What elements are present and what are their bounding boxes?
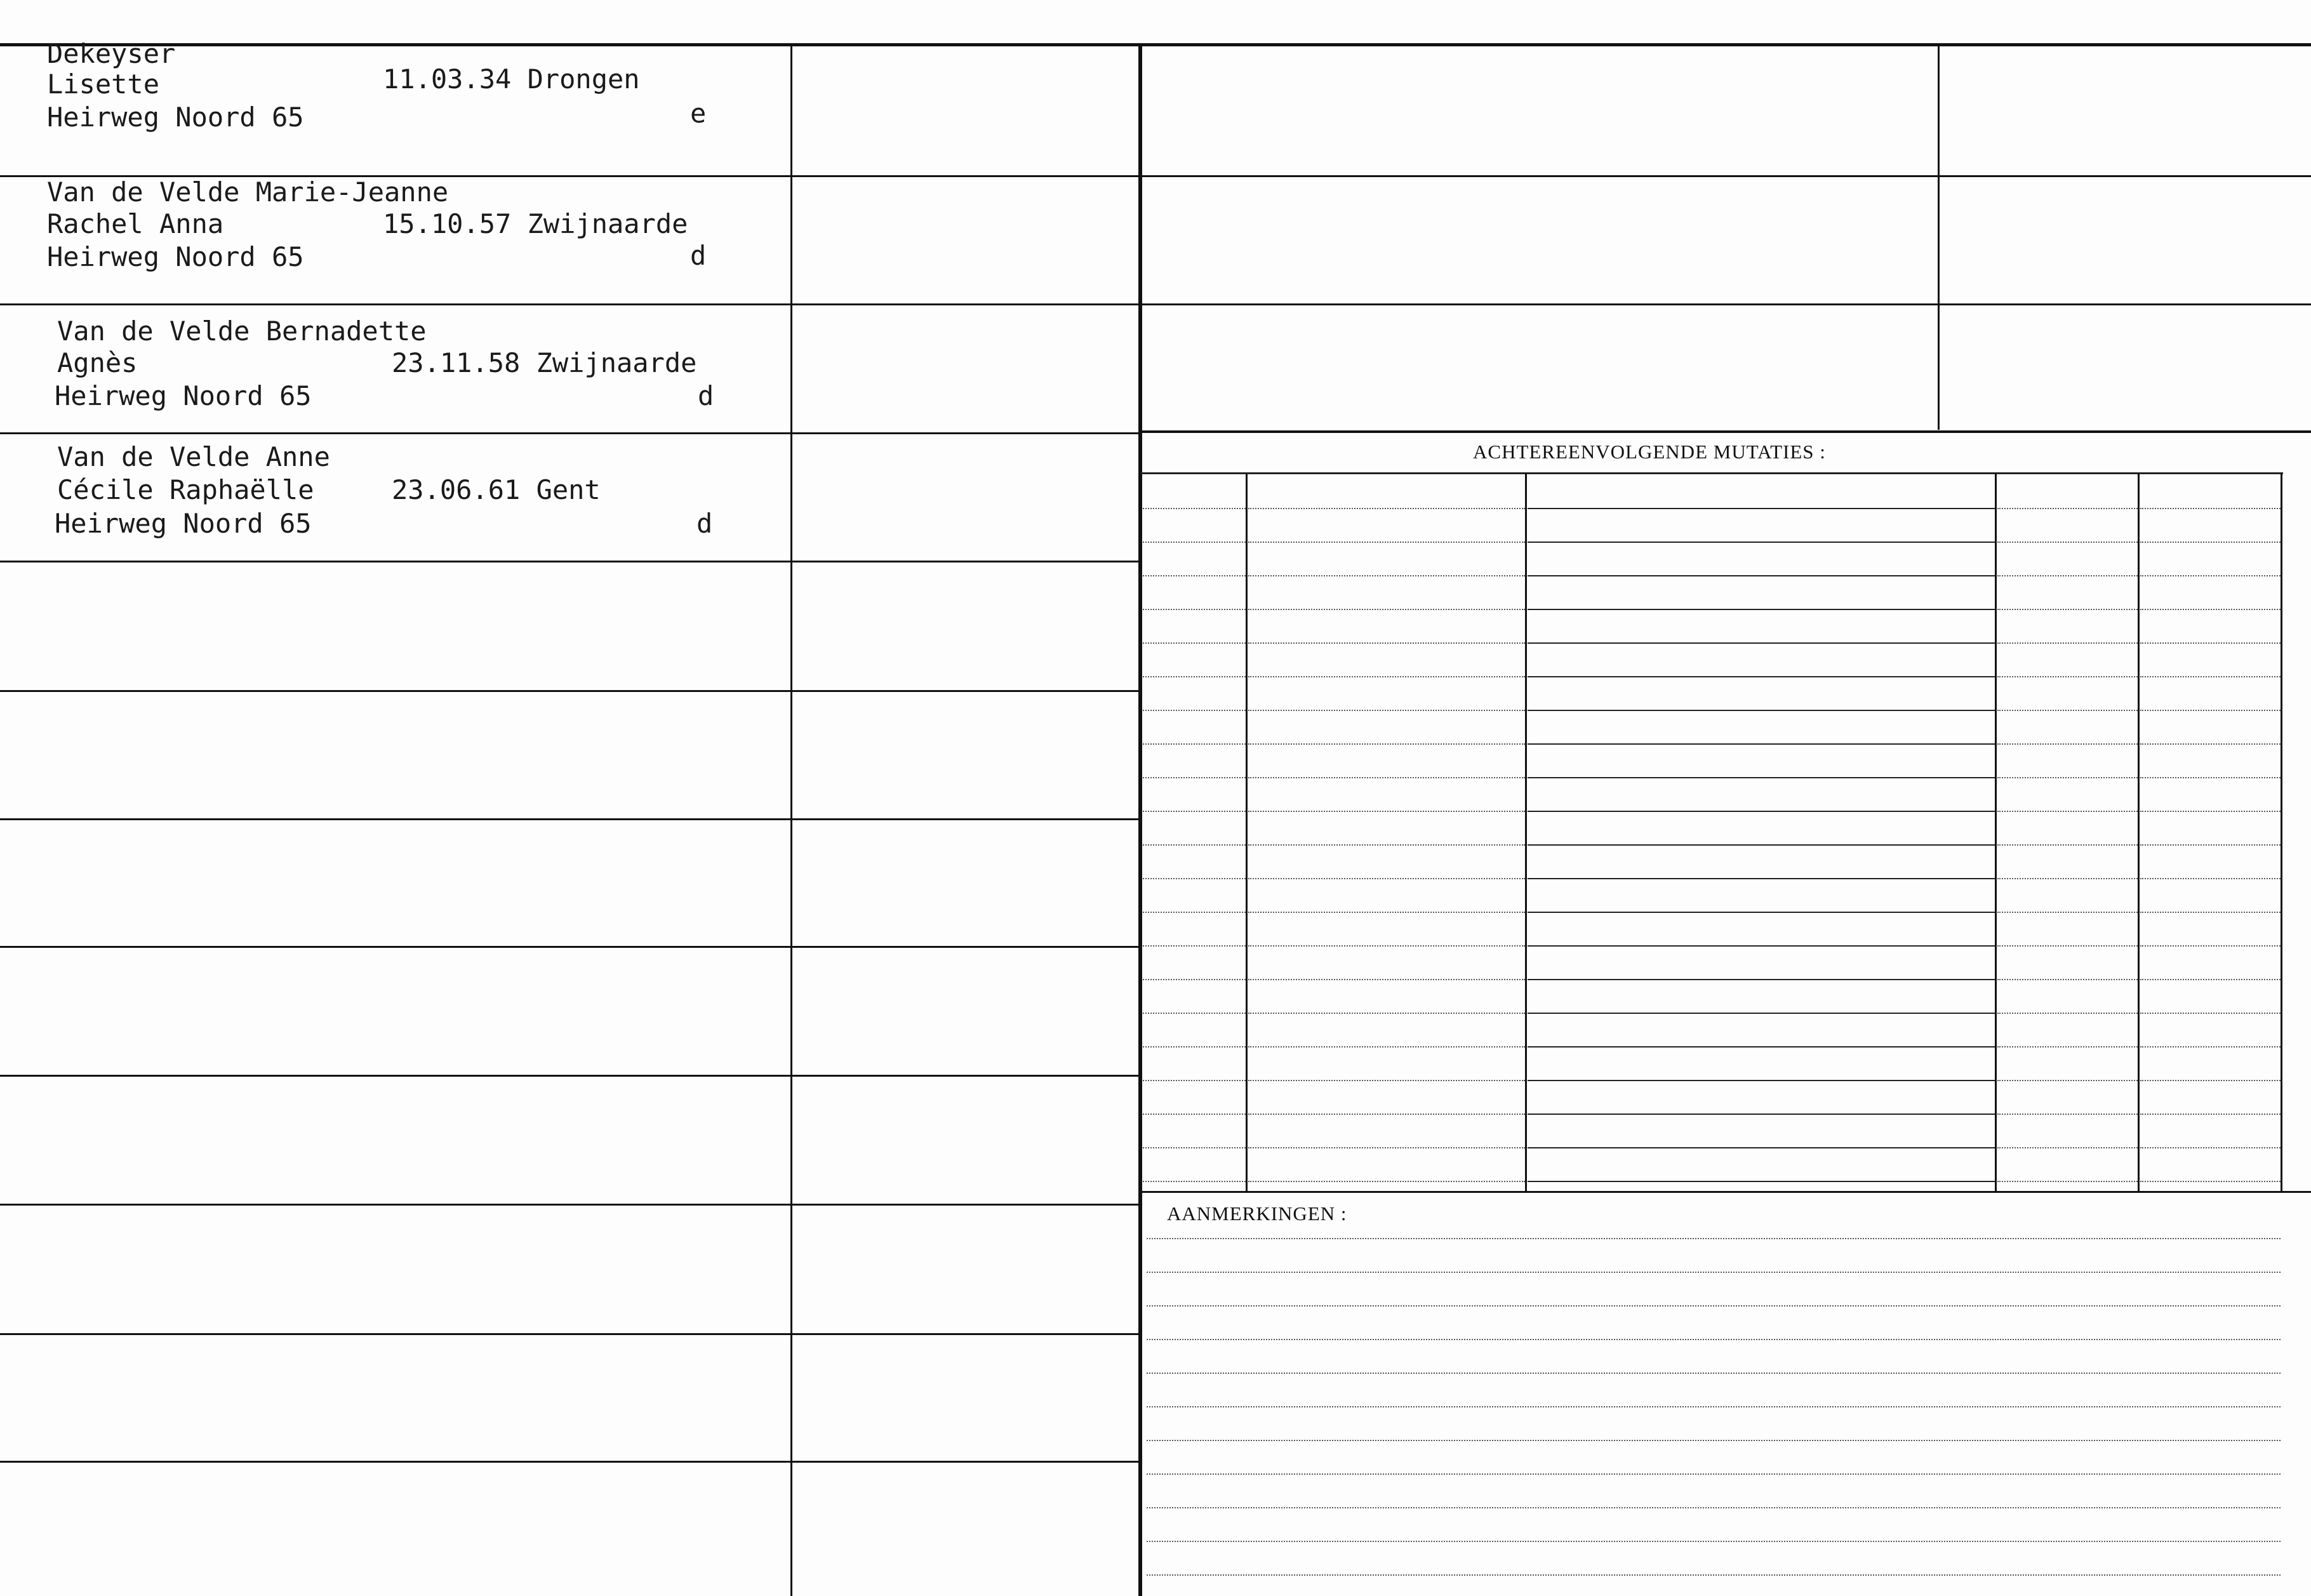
mutation-rule (2140, 811, 2281, 812)
remark-rule (1147, 1238, 2281, 1239)
mutation-rule (1997, 945, 2138, 947)
mutation-rule (1143, 1046, 1246, 1047)
mutation-rule (1248, 912, 1525, 913)
mutation-rule (1997, 1147, 2138, 1148)
mutation-rule (2140, 743, 2281, 745)
mutation-rule (1997, 979, 2138, 980)
mutation-rule (1248, 642, 1525, 644)
remark-rule (1147, 1406, 2281, 1407)
mutation-rule (1248, 710, 1525, 711)
mutation-rule (1143, 1114, 1246, 1115)
mutation-rule (1528, 575, 1995, 576)
column-divider-main (1138, 46, 1142, 1596)
mutation-rule (1997, 1046, 2138, 1047)
surname: Dekeyser (47, 38, 176, 69)
mutation-rule (1528, 542, 1995, 543)
remark-rule (1147, 1574, 2281, 1576)
mutation-rule (1528, 609, 1995, 610)
status-code: d (696, 508, 713, 539)
surname: Van de Velde Marie-Jeanne (47, 176, 449, 208)
address: Heirweg Noord 65 (55, 508, 312, 539)
mutation-rule (1248, 844, 1525, 846)
mutation-rule (2140, 609, 2281, 610)
remark-rule (1147, 1305, 2281, 1307)
mutation-rule (1528, 945, 1995, 947)
mutation-rule (1143, 575, 1246, 576)
mutation-rule (1248, 508, 1525, 509)
mutation-rule (1528, 743, 1995, 745)
mutation-rule (1997, 609, 2138, 610)
mutation-rule (1143, 1013, 1246, 1014)
mutation-rule (1528, 1080, 1995, 1081)
mutations-col-divider (1246, 474, 1248, 1192)
mutation-rule (1528, 811, 1995, 812)
column-divider-left (790, 46, 792, 1596)
right-row-line (1140, 175, 2311, 177)
row-line (0, 1075, 1140, 1077)
mutation-rule (1528, 1114, 1995, 1115)
mutation-rule (1248, 811, 1525, 812)
mutation-rule (1143, 979, 1246, 980)
mutation-rule (1997, 1114, 2138, 1115)
mutation-rule (1248, 1046, 1525, 1047)
given-names: Agnès (57, 347, 138, 378)
mutation-rule (1248, 878, 1525, 879)
given-names: Cécile Raphaëlle (57, 474, 314, 505)
mutation-rule (1143, 844, 1246, 846)
birth-date-place: 15.10.57 Zwijnaarde (383, 208, 688, 239)
birth-date-place: 23.06.61 Gent (392, 474, 601, 505)
mutation-rule (1997, 710, 2138, 711)
mutation-rule (1248, 743, 1525, 745)
birth-date-place: 23.11.58 Zwijnaarde (392, 347, 697, 378)
mutation-rule (2140, 1114, 2281, 1115)
surname: Van de Velde Anne (57, 441, 330, 472)
mutations-col-divider (2281, 474, 2282, 1192)
mutation-rule (1143, 811, 1246, 812)
address: Heirweg Noord 65 (47, 241, 304, 272)
household-member-entry (0, 175, 790, 302)
mutation-rule (1143, 1181, 1246, 1182)
mutation-rule (2140, 1046, 2281, 1047)
status-code: e (690, 98, 707, 129)
mutation-rule (1143, 642, 1246, 644)
mutation-rule (1997, 878, 2138, 879)
mutation-rule (1997, 777, 2138, 778)
mutation-rule (1248, 1147, 1525, 1148)
birth-date-place: 11.03.34 Drongen (383, 63, 640, 95)
household-member-entry (0, 303, 790, 430)
mutation-rule (1248, 609, 1525, 610)
mutation-rule (1528, 844, 1995, 846)
mutation-rule (1143, 945, 1246, 947)
mutation-rule (1997, 508, 2138, 509)
row-line (0, 561, 1140, 562)
mutation-rule (2140, 1147, 2281, 1148)
mutation-rule (1248, 676, 1525, 677)
mutation-rule (1143, 542, 1246, 543)
address: Heirweg Noord 65 (47, 102, 304, 133)
mutation-rule (1997, 1013, 2138, 1014)
row-line (0, 818, 1140, 820)
mutation-rule (1997, 1181, 2138, 1182)
mutation-rule (1248, 542, 1525, 543)
mutation-rule (1997, 542, 2138, 543)
mutation-rule (1997, 642, 2138, 644)
mutations-col-divider (1995, 474, 1997, 1192)
mutation-rule (2140, 1080, 2281, 1081)
mutation-rule (1997, 1080, 2138, 1081)
mutation-rule (1997, 811, 2138, 812)
mutation-rule (1248, 1181, 1525, 1182)
address: Heirweg Noord 65 (55, 380, 312, 411)
mutation-rule (1528, 1013, 1995, 1014)
mutation-rule (2140, 508, 2281, 509)
mutations-col-divider (2138, 474, 2140, 1192)
mutation-rule (1143, 710, 1246, 711)
given-names: Rachel Anna (47, 208, 224, 239)
mutation-rule (1248, 1080, 1525, 1081)
mutation-rule (1143, 777, 1246, 778)
mutation-rule (1997, 676, 2138, 677)
row-line (0, 1333, 1140, 1335)
right-row-line (1140, 430, 2311, 433)
mutation-rule (2140, 676, 2281, 677)
mutation-rule (1143, 508, 1246, 509)
column-divider-right-top (1938, 46, 1940, 430)
mutation-rule (2140, 642, 2281, 644)
mutation-rule (1528, 1147, 1995, 1148)
mutation-rule (1997, 844, 2138, 846)
mutation-rule (2140, 912, 2281, 913)
remark-rule (1147, 1339, 2281, 1340)
mutation-rule (1248, 575, 1525, 576)
mutation-rule (1528, 676, 1995, 677)
given-names: Lisette (47, 69, 160, 100)
mutation-rule (2140, 777, 2281, 778)
mutation-rule (1528, 1046, 1995, 1047)
row-line (0, 1461, 1140, 1463)
mutation-rule (2140, 844, 2281, 846)
surname: Van de Velde Bernadette (57, 316, 427, 347)
mutation-rule (1248, 777, 1525, 778)
right-row-line (1140, 303, 2311, 305)
remark-rule (1147, 1373, 2281, 1374)
status-code: d (698, 380, 714, 411)
row-line (0, 1204, 1140, 1206)
household-member-entry (0, 432, 790, 559)
mutation-rule (1528, 508, 1995, 509)
mutation-rule (1143, 676, 1246, 677)
mutation-rule (1248, 979, 1525, 980)
remark-rule (1147, 1440, 2281, 1441)
mutation-rule (1528, 642, 1995, 644)
mutation-rule (1997, 575, 2138, 576)
mutations-col-divider (1525, 474, 1527, 1192)
mutation-rule (2140, 542, 2281, 543)
mutation-rule (1528, 710, 1995, 711)
mutation-rule (2140, 979, 2281, 980)
mutation-rule (1997, 743, 2138, 745)
mutation-rule (1143, 1147, 1246, 1148)
mutation-rule (1528, 979, 1995, 980)
mutation-rule (1143, 1080, 1246, 1081)
status-code: d (690, 240, 707, 271)
mutation-rule (1528, 878, 1995, 879)
mutation-rule (1143, 912, 1246, 913)
remark-rule (1147, 1507, 2281, 1508)
row-line (0, 690, 1140, 692)
mutation-rule (2140, 878, 2281, 879)
mutation-rule (1528, 777, 1995, 778)
row-line (0, 946, 1140, 948)
mutation-rule (2140, 1013, 2281, 1014)
mutation-rule (1248, 945, 1525, 947)
mutation-rule (2140, 710, 2281, 711)
remark-rule (1147, 1541, 2281, 1542)
mutations-heading: ACHTEREENVOLGENDE MUTATIES : (1473, 441, 1826, 463)
mutation-rule (1528, 1181, 1995, 1182)
mutation-rule (1248, 1114, 1525, 1115)
remark-rule (1147, 1473, 2281, 1475)
mutations-table-bottom (1140, 1191, 2311, 1193)
household-member-entry (0, 38, 790, 171)
mutation-rule (1997, 912, 2138, 913)
remark-rule (1147, 1272, 2281, 1273)
mutations-table-top (1140, 472, 2283, 474)
mutation-rule (1143, 878, 1246, 879)
mutation-rule (1143, 743, 1246, 745)
mutation-rule (2140, 945, 2281, 947)
mutation-rule (2140, 1181, 2281, 1182)
mutation-rule (2140, 575, 2281, 576)
mutation-rule (1248, 1013, 1525, 1014)
mutation-rule (1143, 609, 1246, 610)
remarks-heading: AANMERKINGEN : (1167, 1202, 1347, 1225)
mutation-rule (1528, 912, 1995, 913)
